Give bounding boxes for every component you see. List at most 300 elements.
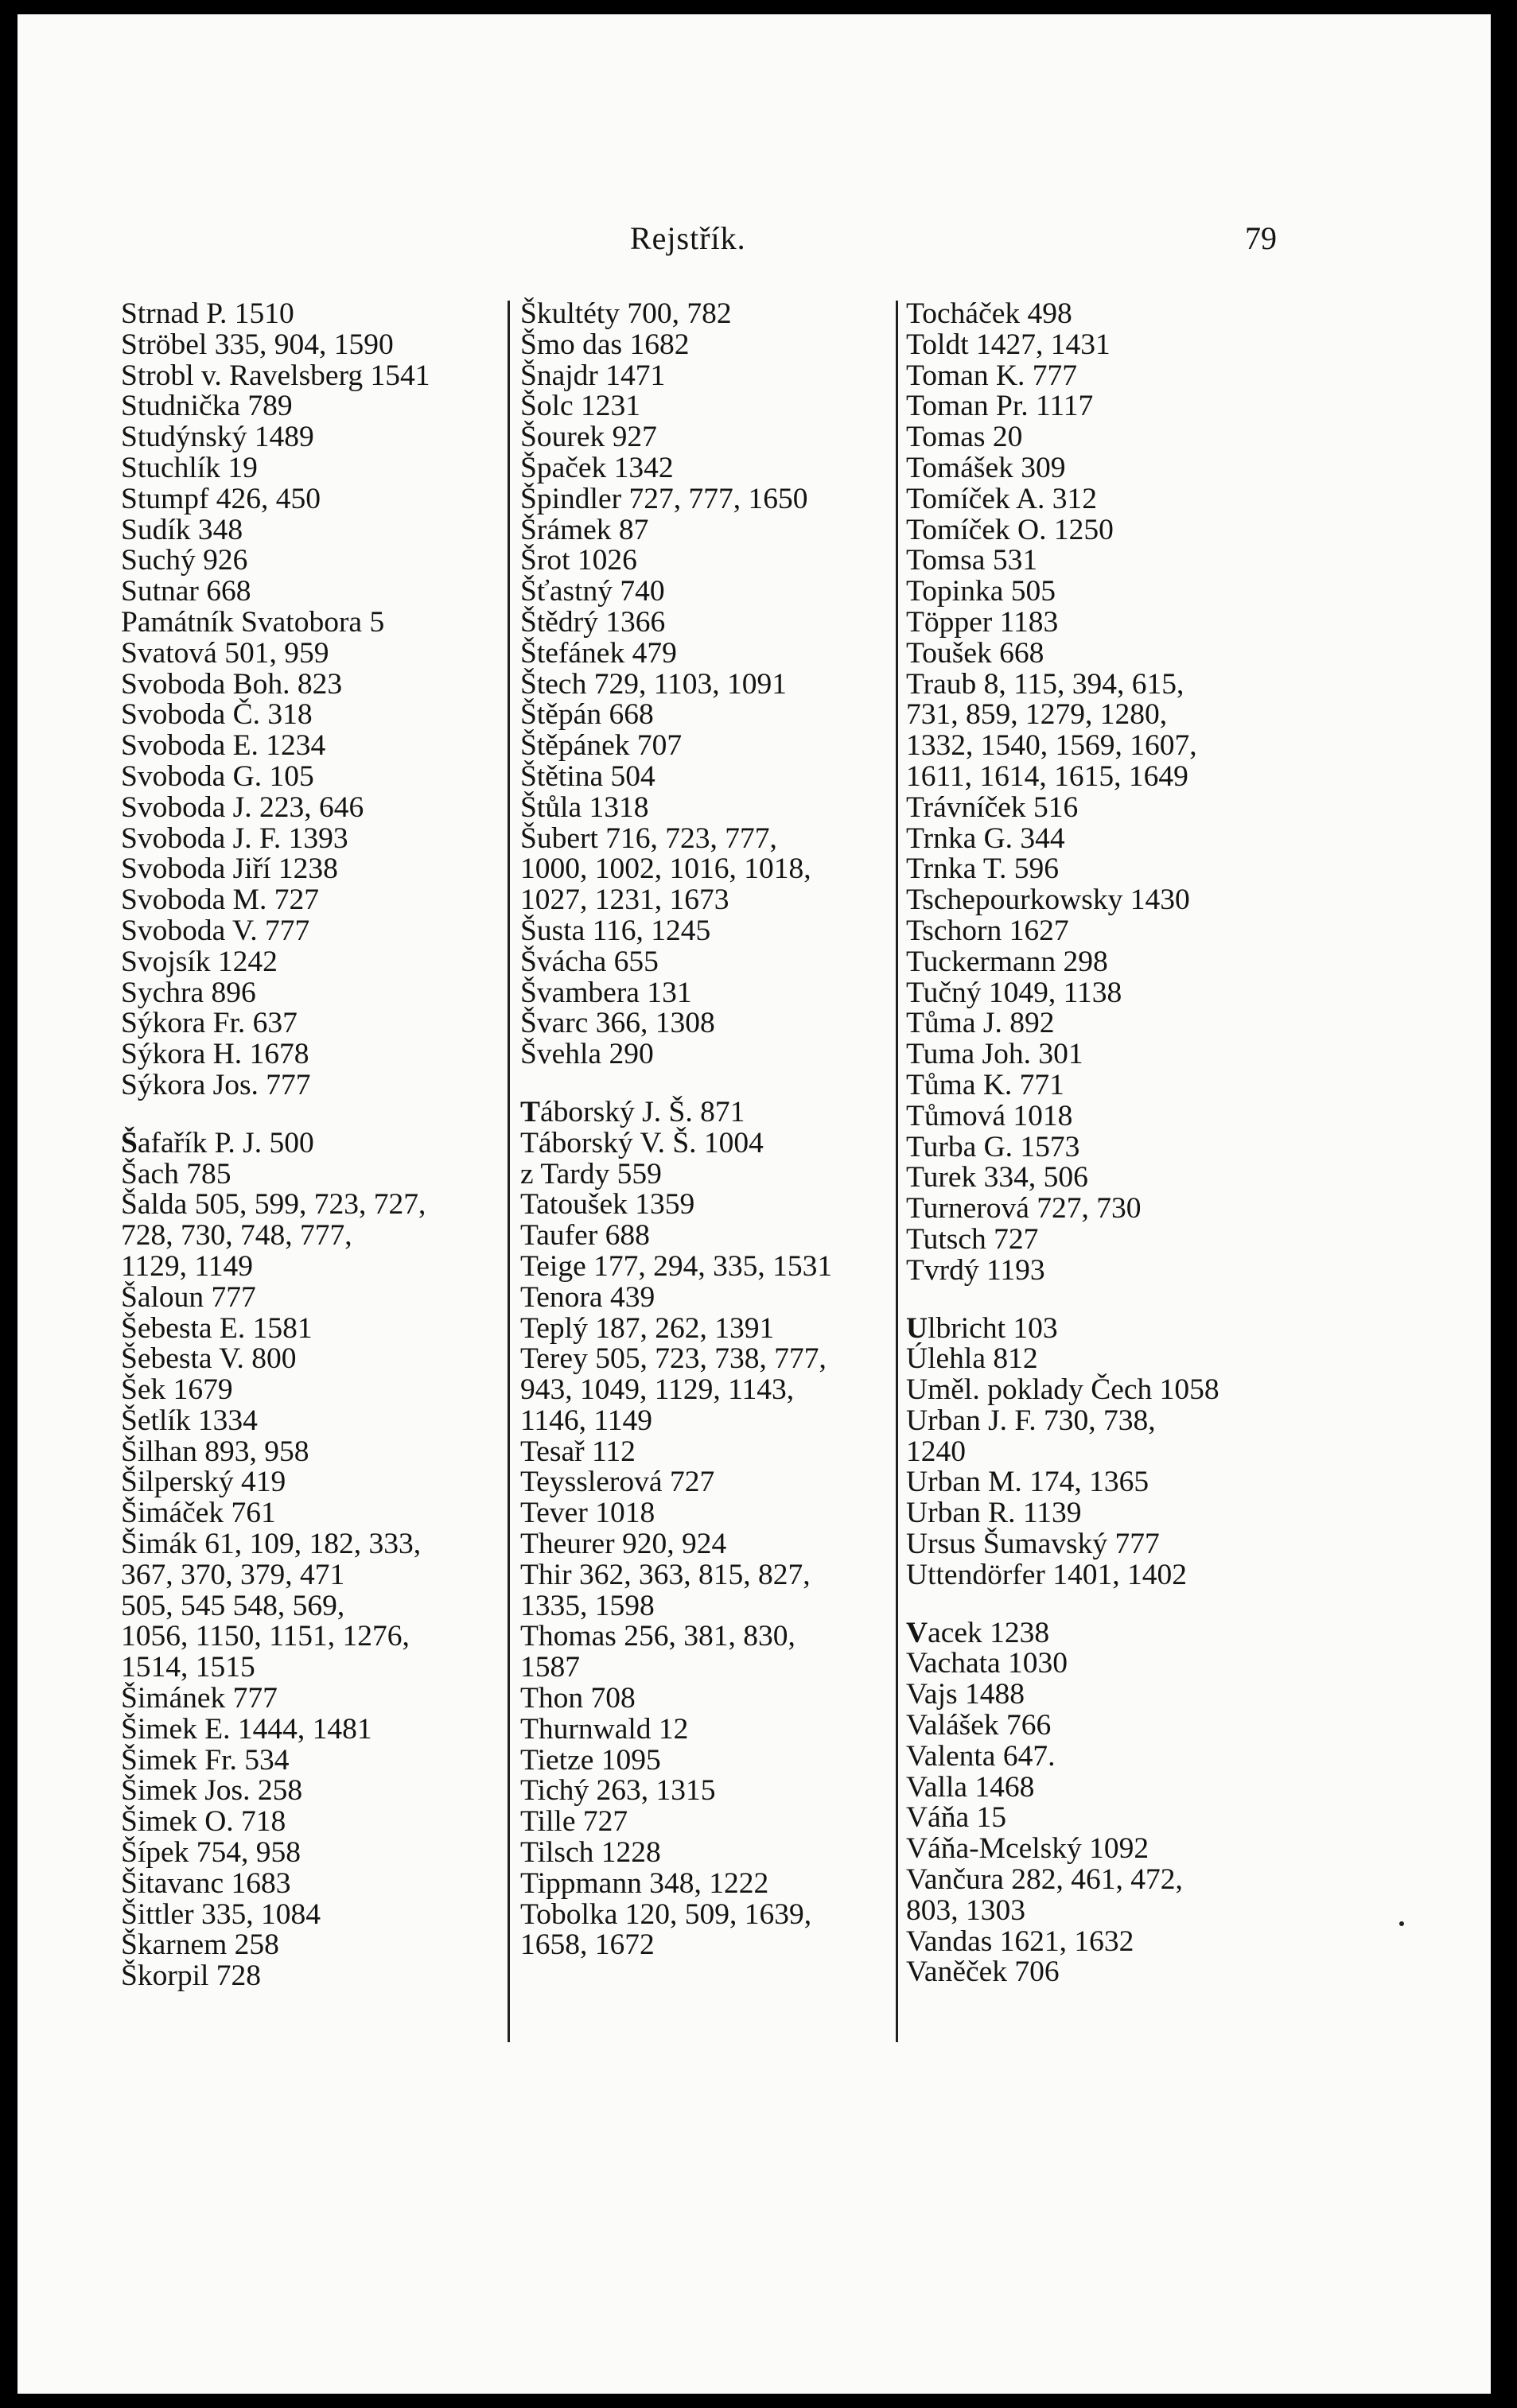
index-entry <box>520 1743 926 1777</box>
index-entry <box>520 422 926 453</box>
entry-text: Štůla 1318 <box>520 790 649 824</box>
index-entry <box>520 821 926 917</box>
entry-text: Ursus Šumavský 777 <box>906 1528 1160 1561</box>
index-entry <box>906 790 1379 824</box>
index-entry <box>906 453 1379 484</box>
entry-text: Svoboda G. 105 <box>121 759 314 793</box>
entry-text: Svoboda Boh. 823 <box>121 667 343 701</box>
entry-text: Táborský J. Š. 871 <box>520 1095 745 1128</box>
index-entry <box>906 1311 1379 1345</box>
index-entry <box>121 1375 523 1406</box>
index-entry <box>906 1834 1379 1865</box>
index-entry <box>520 1498 926 1529</box>
index-entry <box>906 1163 1379 1194</box>
entry-text: Šitavanc 1683 <box>121 1866 291 1900</box>
entry-text: Tschepourkowsky 1430 <box>906 884 1190 917</box>
index-entry <box>121 330 523 361</box>
index-entry <box>121 546 523 577</box>
entry-text: Urban M. 174, 1365 <box>906 1466 1149 1499</box>
index-entry <box>121 1866 523 1900</box>
index-entry <box>520 700 926 731</box>
index-entry <box>121 1311 523 1345</box>
entry-text: Sudík 348 <box>121 513 243 546</box>
entry-text: Tesař 112 <box>520 1435 636 1468</box>
index-entry <box>121 1039 523 1070</box>
entry-text: Tuma Joh. 301 <box>906 1038 1083 1071</box>
entry-text: Toušek 668 <box>906 636 1044 670</box>
index-entry <box>121 422 523 453</box>
index-entry <box>121 1743 523 1777</box>
index-entry <box>520 1221 926 1252</box>
index-entry <box>121 700 523 731</box>
entry-text: Valenta 647. <box>906 1739 1056 1773</box>
index-entry <box>121 821 523 855</box>
entry-text: Šalda 505, 599, 723, 727, <box>121 1188 426 1221</box>
entry-text: Památník Svatobora 5 <box>121 605 385 639</box>
entry-text: Šimek Jos. 258 <box>121 1774 303 1808</box>
index-entry <box>906 1498 1379 1529</box>
entry-text: Škultéty 700, 782 <box>520 297 732 330</box>
entry-text: Sýkora H. 1678 <box>121 1038 309 1071</box>
entry-text: Valášek 766 <box>906 1709 1052 1742</box>
entry-text: Sutnar 668 <box>121 575 251 608</box>
index-entry <box>906 577 1379 608</box>
index-entry <box>121 605 523 639</box>
index-entry <box>520 1529 926 1560</box>
index-entry <box>906 1253 1379 1287</box>
index-entry <box>520 1838 926 1869</box>
index-entry <box>906 885 1379 916</box>
entry-text: Šimek Fr. 534 <box>121 1743 290 1777</box>
index-entry <box>520 1190 926 1221</box>
index-entry <box>121 1529 523 1684</box>
index-entry <box>520 391 926 422</box>
index-entry <box>121 1684 523 1715</box>
entry-text: Šach 785 <box>121 1157 231 1190</box>
index-entry <box>906 1194 1379 1225</box>
index-entry <box>121 947 523 978</box>
index-entry <box>906 821 1379 855</box>
entry-text: Vajs 1488 <box>906 1678 1025 1711</box>
index-entry <box>906 1924 1379 1958</box>
entry-text: Tilsch 1228 <box>520 1836 661 1870</box>
entry-text: Štěpán 668 <box>520 698 654 732</box>
entry-text: Toman K. 777 <box>906 359 1078 392</box>
entry-continuation: 1335, 1598 <box>520 1589 655 1622</box>
index-entry <box>906 916 1379 947</box>
index-entry <box>121 759 523 793</box>
entry-text: Šrámek 87 <box>520 513 649 546</box>
index-entry <box>121 885 523 916</box>
index-entry <box>121 1838 523 1869</box>
index-entry <box>520 605 926 639</box>
entry-text: Váňa-Mcelský 1092 <box>906 1832 1149 1866</box>
entry-text: Trávníček 516 <box>906 790 1079 824</box>
index-entry <box>121 1467 523 1498</box>
index-entry <box>520 1344 926 1436</box>
entry-continuation: 943, 1049, 1129, 1143, <box>520 1373 795 1407</box>
index-entry <box>906 605 1379 639</box>
entry-text: Suchý 926 <box>121 544 248 577</box>
entry-text: Studýnský 1489 <box>121 421 314 454</box>
index-entry <box>121 1008 523 1039</box>
entry-text: Sýkora Jos. 777 <box>121 1068 311 1101</box>
entry-text: Svoboda J. 223, 646 <box>121 790 364 824</box>
page-number: 79 <box>1245 220 1277 256</box>
index-entry <box>121 1406 523 1437</box>
index-entry <box>520 1437 926 1468</box>
index-entry <box>121 1280 523 1314</box>
entry-text: Šípek 754, 958 <box>121 1836 301 1870</box>
entry-text: Vacek 1238 <box>906 1616 1050 1649</box>
entry-text: Šusta 116, 1245 <box>520 914 711 947</box>
index-entry <box>520 1712 926 1746</box>
entry-text: Šittler 335, 1084 <box>121 1897 321 1931</box>
index-entry <box>121 577 523 608</box>
entry-text: Šolc 1231 <box>520 390 641 423</box>
index-entry <box>121 299 523 330</box>
page-title: Rejstřík. <box>630 220 746 256</box>
entry-text: Turek 334, 506 <box>906 1161 1088 1194</box>
index-entry <box>520 1897 926 1962</box>
index-entry <box>121 636 523 670</box>
entry-text: Tille 727 <box>520 1805 628 1839</box>
entry-text: Šimánek 777 <box>121 1682 278 1715</box>
entry-text: Turnerová 727, 730 <box>906 1192 1142 1225</box>
entry-text: Šilperský 419 <box>121 1466 286 1499</box>
index-entry <box>906 1649 1379 1680</box>
entry-text: Vachata 1030 <box>906 1647 1068 1680</box>
entry-text: Šafařík P. J. 500 <box>121 1126 314 1159</box>
index-entry <box>906 667 1379 793</box>
entry-text: Stuchlík 19 <box>121 451 258 484</box>
ink-dot <box>1399 1921 1404 1926</box>
index-entry <box>121 1498 523 1529</box>
entry-text: Škorpil 728 <box>121 1959 262 1993</box>
index-entry <box>906 361 1379 392</box>
entry-text: Taufer 688 <box>520 1219 650 1253</box>
index-entry <box>520 1280 926 1314</box>
entry-text: Tatoušek 1359 <box>520 1188 695 1221</box>
entry-text: Uttendörfer 1401, 1402 <box>906 1558 1188 1591</box>
index-entry <box>906 391 1379 422</box>
entry-text: Sýkora Fr. 637 <box>121 1007 298 1040</box>
index-entry <box>520 947 926 978</box>
entry-text: Šimáček 761 <box>121 1497 276 1530</box>
entry-text: Vančura 282, 461, 472, <box>906 1863 1183 1897</box>
entry-text: Urban J. F. 730, 738, <box>906 1404 1156 1437</box>
index-entry <box>906 330 1379 361</box>
entry-continuation: 1611, 1614, 1615, 1649 <box>906 759 1188 793</box>
entry-text: Tever 1018 <box>520 1497 655 1530</box>
entry-text: Šaloun 777 <box>121 1280 256 1314</box>
index-entry <box>906 1070 1379 1101</box>
index-entry <box>520 1684 926 1715</box>
index-entry <box>121 1344 523 1375</box>
entry-text: Uměl. poklady Čech 1058 <box>906 1373 1219 1407</box>
entry-text: Šmo das 1682 <box>520 328 690 361</box>
index-entry <box>906 1957 1379 1988</box>
entry-text: Štěpánek 707 <box>520 729 683 763</box>
index-entry <box>520 1560 926 1622</box>
index-entry <box>906 1865 1379 1927</box>
entry-text: Tůmová 1018 <box>906 1099 1073 1132</box>
index-entry <box>906 515 1379 546</box>
index-entry <box>906 1680 1379 1711</box>
index-entry <box>906 1803 1379 1834</box>
entry-text: Töpper 1183 <box>906 605 1059 639</box>
index-entry <box>121 1712 523 1746</box>
index-entry <box>121 1437 523 1468</box>
column-divider-2 <box>896 301 898 2042</box>
entry-text: Váňa 15 <box>906 1801 1006 1835</box>
index-entry <box>520 361 926 392</box>
column-divider-1 <box>508 301 510 2042</box>
entry-continuation: 803, 1303 <box>906 1893 1025 1927</box>
entry-continuation: 728, 730, 748, 777, <box>121 1219 352 1253</box>
index-entry <box>520 1159 926 1190</box>
entry-text: Tůma J. 892 <box>906 1007 1055 1040</box>
entry-text: Špaček 1342 <box>520 451 674 484</box>
entry-text: Vandas 1621, 1632 <box>906 1924 1134 1958</box>
entry-continuation: 1332, 1540, 1569, 1607, <box>906 729 1197 763</box>
index-entry <box>906 1529 1379 1560</box>
index-entry <box>520 299 926 330</box>
entry-text: Thon 708 <box>520 1682 636 1715</box>
entry-text: Šetlík 1334 <box>121 1404 258 1437</box>
entry-text: Theurer 920, 924 <box>520 1528 727 1561</box>
index-entry <box>520 1097 926 1128</box>
index-entry <box>520 731 926 762</box>
index-entry <box>520 1467 926 1498</box>
entry-continuation: 1056, 1150, 1151, 1276, <box>121 1620 410 1653</box>
entry-text: Tomíček A. 312 <box>906 482 1098 515</box>
entry-text: Tomsa 531 <box>906 544 1038 577</box>
entry-text: Šek 1679 <box>121 1373 233 1407</box>
index-entry <box>520 453 926 484</box>
index-entry <box>520 1311 926 1345</box>
entry-text: Teysslerová 727 <box>520 1466 715 1499</box>
index-entry <box>520 916 926 947</box>
index-entry <box>121 361 523 392</box>
entry-text: Trnka T. 596 <box>906 853 1060 886</box>
entry-text: Štech 729, 1103, 1091 <box>520 667 788 701</box>
entry-text: Svoboda M. 727 <box>121 884 319 917</box>
index-entry <box>520 1866 926 1900</box>
entry-text: Šebesta V. 800 <box>121 1342 297 1376</box>
index-entry <box>520 636 926 670</box>
index-entry <box>121 453 523 484</box>
index-entry <box>121 391 523 422</box>
index-entry <box>906 1467 1379 1498</box>
index-entry <box>906 1344 1379 1375</box>
entry-text: Teplý 187, 262, 1391 <box>520 1311 775 1345</box>
entry-text: Strobl v. Ravelsberg 1541 <box>121 359 430 392</box>
entry-text: Šourek 927 <box>520 421 657 454</box>
entry-continuation: 1514, 1515 <box>121 1651 255 1684</box>
entry-text: Valla 1468 <box>906 1770 1035 1804</box>
index-entry <box>121 731 523 762</box>
entry-text: Šubert 716, 723, 777, <box>520 821 777 855</box>
index-entry <box>520 978 926 1009</box>
entry-text: Thir 362, 363, 815, 827, <box>520 1558 811 1591</box>
entry-text: Thomas 256, 381, 830, <box>520 1620 795 1653</box>
index-entry <box>520 484 926 515</box>
index-entry <box>906 947 1379 978</box>
index-entry <box>906 978 1379 1009</box>
entry-continuation: 1000, 1002, 1016, 1018, <box>520 853 811 886</box>
entry-text: Švácha 655 <box>520 945 659 978</box>
index-entry <box>121 667 523 701</box>
index-entry <box>520 515 926 546</box>
index-entry <box>520 667 926 701</box>
entry-text: z Tardy 559 <box>520 1157 662 1190</box>
index-entry <box>121 1159 523 1190</box>
entry-text: Šrot 1026 <box>520 544 637 577</box>
entry-text: Svatová 501, 959 <box>121 636 329 670</box>
index-entry <box>906 636 1379 670</box>
entry-text: Topinka 505 <box>906 575 1056 608</box>
entry-text: Tobolka 120, 509, 1639, <box>520 1897 812 1931</box>
index-entry <box>520 546 926 577</box>
index-entry <box>906 422 1379 453</box>
index-entry <box>520 1128 926 1159</box>
index-column-1 <box>121 299 523 1992</box>
index-entry <box>121 484 523 515</box>
entry-text: Tietze 1095 <box>520 1743 661 1777</box>
index-entry <box>121 1961 523 1992</box>
index-entry <box>520 759 926 793</box>
index-column-3 <box>906 299 1379 1988</box>
index-entry <box>906 1711 1379 1742</box>
index-entry <box>520 1249 926 1283</box>
entry-text: Škarnem 258 <box>121 1928 279 1962</box>
entry-text: Tomas 20 <box>906 421 1023 454</box>
entry-continuation: 1027, 1231, 1673 <box>520 884 729 917</box>
index-column-2 <box>520 299 926 1961</box>
entry-continuation: 505, 545 548, 569, <box>121 1589 345 1622</box>
index-page <box>18 14 1491 2394</box>
entry-text: Teige 177, 294, 335, 1531 <box>520 1249 833 1283</box>
entry-continuation: 1146, 1149 <box>520 1404 652 1437</box>
entry-text: Tutsch 727 <box>906 1222 1039 1256</box>
entry-text: Studnička 789 <box>121 390 293 423</box>
index-entry <box>121 1930 523 1961</box>
index-entry <box>121 515 523 546</box>
entry-text: Úlehla 812 <box>906 1342 1038 1376</box>
index-entry <box>906 1770 1379 1804</box>
entry-continuation: 1129, 1149 <box>121 1249 253 1283</box>
entry-continuation: 1587 <box>520 1651 580 1684</box>
index-entry <box>906 1739 1379 1773</box>
entry-text: Svojsík 1242 <box>121 945 278 978</box>
entry-text: Ströbel 335, 904, 1590 <box>121 328 394 361</box>
entry-text: Tůma K. 771 <box>906 1068 1064 1101</box>
entry-text: Strnad P. 1510 <box>121 297 294 330</box>
entry-text: Svoboda Jiří 1238 <box>121 853 338 886</box>
entry-text: Tenora 439 <box>520 1280 655 1314</box>
entry-text: Štědrý 1366 <box>520 605 666 639</box>
entry-text: Šimek O. 718 <box>121 1805 286 1839</box>
entry-text: Svoboda Č. 318 <box>121 698 313 732</box>
index-entry <box>121 1128 523 1159</box>
entry-text: Tučný 1049, 1138 <box>906 976 1122 1009</box>
entry-text: Tichý 263, 1315 <box>520 1774 716 1808</box>
entry-text: Šebesta E. 1581 <box>121 1311 313 1345</box>
index-entry <box>520 1008 926 1039</box>
index-entry <box>121 1190 523 1282</box>
entry-text: Svoboda E. 1234 <box>121 729 326 763</box>
entry-text: Švambera 131 <box>520 976 692 1009</box>
index-entry <box>520 577 926 608</box>
entry-text: Urban R. 1139 <box>906 1497 1082 1530</box>
index-entry <box>121 916 523 947</box>
entry-text: Vaněček 706 <box>906 1956 1060 1989</box>
index-entry <box>906 854 1379 885</box>
entry-text: Turba G. 1573 <box>906 1130 1080 1163</box>
entry-text: Šnajdr 1471 <box>520 359 666 392</box>
entry-text: Štětina 504 <box>520 759 655 793</box>
entry-text: Stumpf 426, 450 <box>121 482 321 515</box>
index-entry <box>520 1622 926 1684</box>
entry-text: Tippmann 348, 1222 <box>520 1866 769 1900</box>
index-entry <box>121 1776 523 1807</box>
index-entry <box>906 1375 1379 1406</box>
index-entry <box>121 1807 523 1838</box>
index-entry <box>906 1618 1379 1649</box>
entry-text: Toldt 1427, 1431 <box>906 328 1111 361</box>
entry-text: Ulbricht 103 <box>906 1311 1058 1345</box>
entry-text: Svoboda V. 777 <box>121 914 310 947</box>
entry-text: Švarc 366, 1308 <box>520 1007 715 1040</box>
entry-continuation: 731, 859, 1279, 1280, <box>906 698 1168 732</box>
index-entry <box>906 1008 1379 1039</box>
entry-text: Toman Pr. 1117 <box>906 390 1094 423</box>
entry-text: Špindler 727, 777, 1650 <box>520 482 808 515</box>
entry-text: Tocháček 498 <box>906 297 1072 330</box>
entry-text: Traub 8, 115, 394, 615, <box>906 667 1184 701</box>
index-entry <box>520 1776 926 1807</box>
entry-text: Sychra 896 <box>121 976 256 1009</box>
index-entry <box>520 330 926 361</box>
entry-text: Terey 505, 723, 738, 777, <box>520 1342 827 1376</box>
index-entry <box>906 484 1379 515</box>
entry-text: Švehla 290 <box>520 1038 654 1071</box>
entry-text: Tomíček O. 1250 <box>906 513 1114 546</box>
entry-text: Šťastný 740 <box>520 575 665 608</box>
entry-text: Šimek E. 1444, 1481 <box>121 1712 372 1746</box>
index-entry <box>906 1132 1379 1163</box>
index-entry <box>520 790 926 824</box>
entry-text: Svoboda J. F. 1393 <box>121 821 348 855</box>
entry-continuation: 1658, 1672 <box>520 1928 655 1962</box>
index-entry <box>906 1039 1379 1070</box>
entry-text: Thurnwald 12 <box>520 1712 689 1746</box>
entry-continuation: 367, 370, 379, 471 <box>121 1558 345 1591</box>
entry-text: Trnka G. 344 <box>906 821 1065 855</box>
entry-text: Tuckermann 298 <box>906 945 1108 978</box>
entry-continuation: 1240 <box>906 1435 966 1468</box>
index-entry <box>906 546 1379 577</box>
index-entry <box>520 1039 926 1070</box>
index-entry <box>906 1222 1379 1256</box>
index-entry <box>906 1101 1379 1132</box>
entry-text: Štefánek 479 <box>520 636 677 670</box>
entry-text: Tschorn 1627 <box>906 914 1069 947</box>
entry-text: Tomášek 309 <box>906 451 1066 484</box>
entry-text: Šilhan 893, 958 <box>121 1435 309 1468</box>
entry-text: Šimák 61, 109, 182, 333, <box>121 1528 422 1561</box>
